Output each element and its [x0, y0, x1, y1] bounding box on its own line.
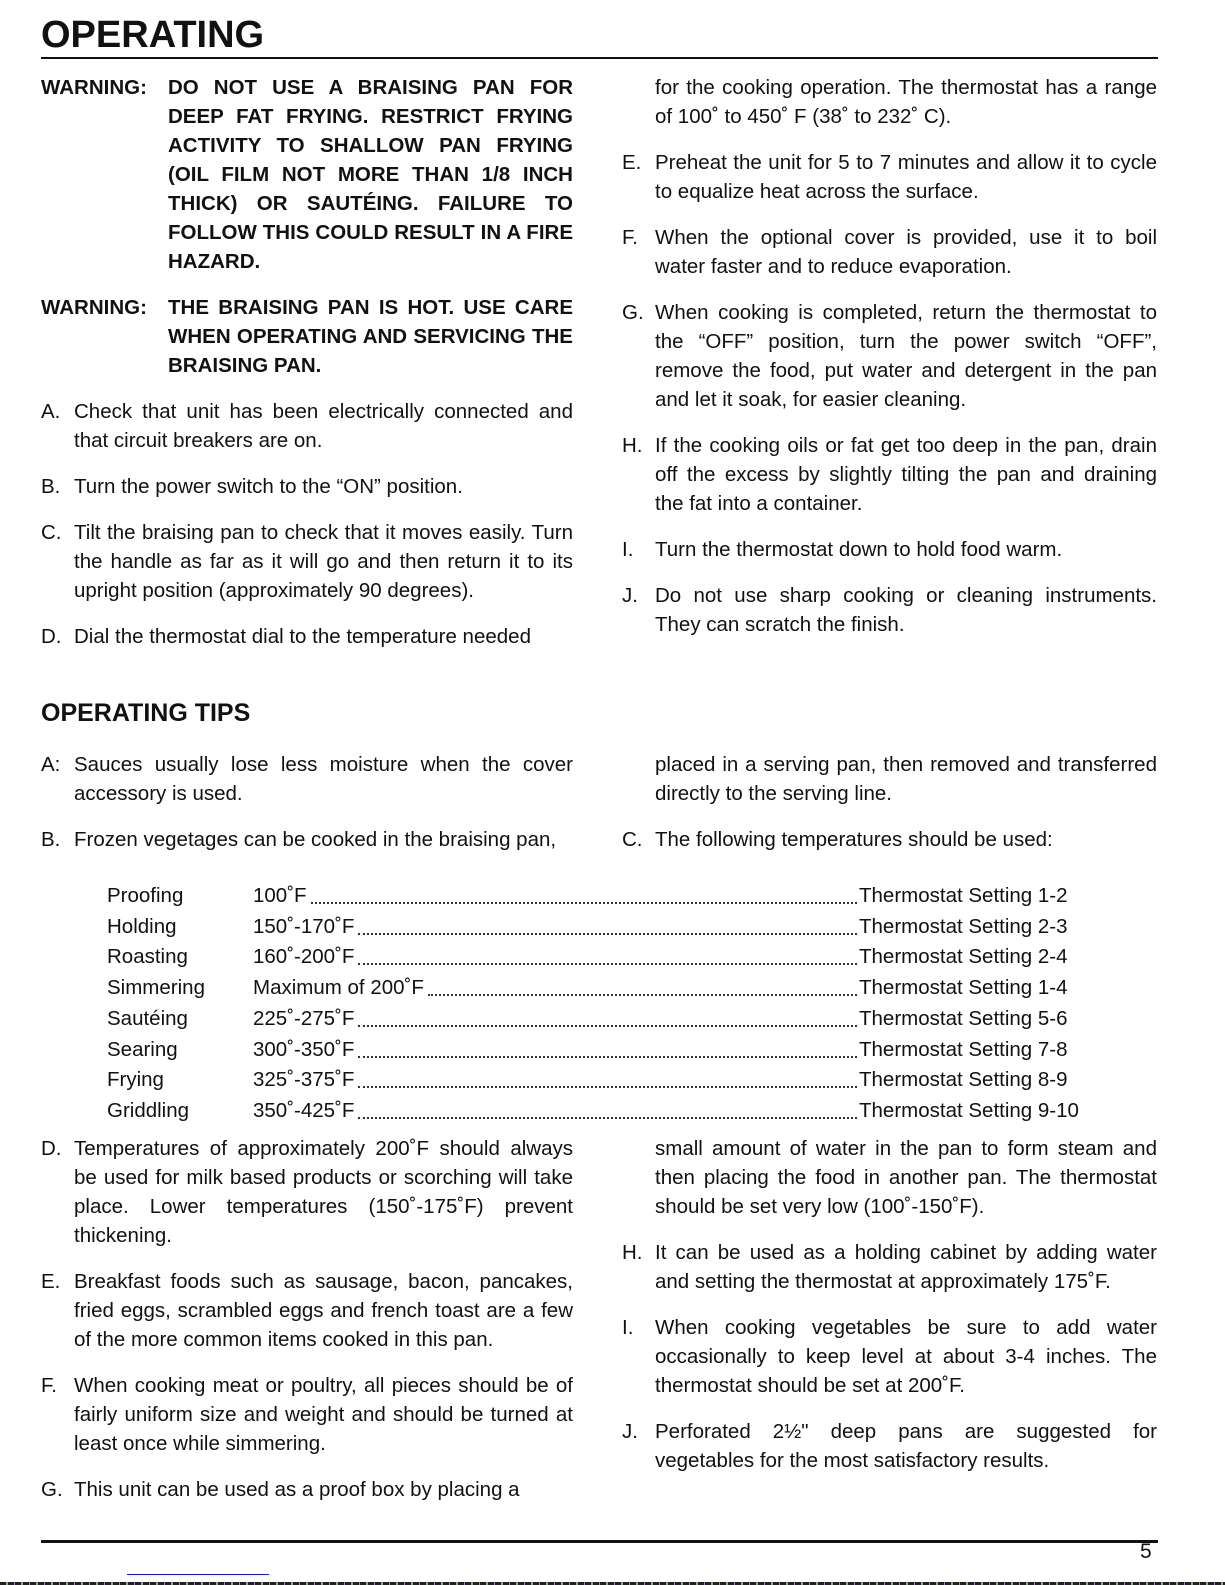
temperature-range: 225˚-275˚F	[253, 1006, 355, 1030]
thermostat-setting: Thermostat Setting 2-3	[859, 914, 1068, 938]
item-letter: F.	[41, 1374, 57, 1397]
table-row	[107, 1003, 1097, 1034]
link-underline[interactable]	[127, 1574, 269, 1575]
warning-text: THE BRAISING PAN IS HOT. USE CARE WHEN OPERATING AND SERVICING THE BRAISING PAN.	[168, 296, 573, 377]
item-letter: A:	[41, 753, 61, 776]
item-letter: G.	[622, 301, 644, 324]
item-letter: H.	[622, 434, 643, 457]
item-letter: E.	[622, 151, 642, 174]
cooking-method: Proofing	[107, 884, 184, 907]
item-text: for the cooking operation. The thermostat has a range of 100˚ to 450˚ F (38˚ to 232˚ C).	[655, 76, 1157, 128]
list-item-continuation	[622, 1134, 1157, 1221]
list-item	[622, 1238, 1157, 1296]
item-text: Turn the thermostat down to hold food warm.	[655, 538, 1063, 561]
tips-lower-left-column	[41, 1134, 573, 1521]
thermostat-setting: Thermostat Setting 9-10	[859, 1098, 1079, 1122]
warning-block	[41, 293, 573, 380]
item-letter: F.	[622, 226, 638, 249]
item-text: Breakfast foods such as sausage, bacon, pancakes, fried eggs, scrambled eggs and french toast are a few of the more common items cooked in this pan.	[74, 1270, 573, 1351]
item-text: Perforated 2½" deep pans are suggested for vegetables for the most satisfactory results.	[655, 1420, 1157, 1472]
thermostat-setting: Thermostat Setting 7-8	[859, 1037, 1068, 1061]
dot-leader	[358, 943, 857, 965]
dot-leader	[358, 1097, 857, 1119]
dot-leader	[358, 1066, 857, 1088]
temperature-range: Maximum of 200˚F	[253, 976, 424, 1000]
list-item	[622, 825, 1157, 854]
list-item	[41, 1267, 573, 1354]
page-title: OPERATING	[41, 14, 265, 56]
list-item	[622, 535, 1157, 564]
list-item-continuation	[622, 73, 1157, 131]
temperature-range: 350˚-425˚F	[253, 1098, 355, 1122]
cooking-method: Simmering	[107, 976, 205, 1000]
item-text: The following temperatures should be used:	[655, 828, 1053, 851]
table-row	[107, 972, 1097, 1003]
item-letter: G.	[41, 1478, 63, 1501]
list-item-continuation	[622, 750, 1157, 808]
table-row	[107, 1034, 1097, 1065]
warning-label: WARNING:	[41, 296, 147, 319]
dot-leader	[311, 882, 857, 904]
item-letter: J.	[622, 584, 638, 607]
thermostat-setting: Thermostat Setting 1-4	[859, 976, 1068, 1000]
thermostat-setting: Thermostat Setting 1-2	[859, 884, 1068, 907]
list-item	[622, 581, 1157, 639]
item-text: Frozen vegetages can be cooked in the braising pan,	[74, 828, 557, 851]
item-text: If the cooking oils or fat get too deep in the pan, drain off the excess by slightly tilting the pan and draining the fat into a container.	[655, 434, 1157, 515]
item-text: When the optional cover is provided, use it to boil water faster and to reduce evaporation.	[655, 226, 1157, 278]
dot-leader	[358, 1005, 857, 1027]
item-text: Check that unit has been electrically connected and that circuit breakers are on.	[74, 400, 573, 452]
item-letter: B.	[41, 475, 61, 498]
list-item	[622, 1313, 1157, 1400]
list-item	[622, 223, 1157, 281]
table-row	[107, 880, 1097, 911]
item-letter: H.	[622, 1241, 643, 1264]
page-number: 5	[1140, 1540, 1152, 1563]
list-item	[622, 1417, 1157, 1475]
item-text: Preheat the unit for 5 to 7 minutes and allow it to cycle to equalize heat across the surface.	[655, 151, 1157, 203]
list-item	[41, 518, 573, 605]
cooking-method: Frying	[107, 1068, 164, 1092]
table-row	[107, 941, 1097, 972]
list-item	[41, 750, 573, 808]
table-row	[107, 1064, 1097, 1095]
item-letter: E.	[41, 1270, 61, 1293]
temperature-range: 325˚-375˚F	[253, 1068, 355, 1092]
thermostat-setting: Thermostat Setting 8-9	[859, 1068, 1068, 1092]
item-letter: I.	[622, 1316, 634, 1339]
list-item	[41, 1134, 573, 1250]
temperature-range: 160˚-200˚F	[253, 945, 355, 969]
footer-rule	[41, 1540, 1158, 1543]
item-letter: C.	[622, 828, 643, 851]
cooking-method: Roasting	[107, 945, 188, 969]
item-letter: D.	[41, 625, 62, 648]
list-item	[622, 431, 1157, 518]
section-title-operating-tips: OPERATING TIPS	[41, 699, 251, 727]
cooking-method: Sautéing	[107, 1006, 188, 1030]
header-rule	[41, 57, 1158, 59]
item-text: Dial the thermostat dial to the temperature needed	[74, 625, 531, 648]
item-text: Temperatures of approximately 200˚F should always be used for milk based products or scorching will take place. Lower temperatures (150˚-175˚F) prevent thickening.	[74, 1137, 573, 1247]
cooking-method: Searing	[107, 1037, 178, 1061]
item-text: When cooking meat or poultry, all pieces should be of fairly uniform size and weight and should be turned at least once while simmering.	[74, 1374, 573, 1455]
item-text: Tilt the braising pan to check that it moves easily. Turn the handle as far as it will go and then return it to its upright position (approximately 90 degrees).	[74, 521, 573, 602]
item-text: Sauces usually lose less moisture when the cover accessory is used.	[74, 753, 573, 805]
table-row	[107, 911, 1097, 942]
thermostat-setting: Thermostat Setting 2-4	[859, 945, 1068, 969]
list-item	[41, 622, 573, 651]
thermostat-setting: Thermostat Setting 5-6	[859, 1006, 1068, 1030]
list-item	[41, 825, 573, 854]
dot-leader	[428, 974, 857, 996]
dot-leader	[358, 913, 857, 935]
table-row	[107, 1095, 1097, 1126]
item-letter: D.	[41, 1137, 62, 1160]
temperature-table	[107, 880, 1097, 1126]
list-item	[41, 1475, 573, 1504]
warning-block	[41, 73, 573, 276]
list-item	[41, 472, 573, 501]
list-item	[41, 397, 573, 455]
temperature-range: 100˚F	[253, 884, 307, 907]
operating-left-column	[41, 73, 573, 668]
list-item	[622, 148, 1157, 206]
warning-text: DO NOT USE A BRAISING PAN FOR DEEP FAT FRYING. RESTRICT FRYING ACTIVITY TO SHALLOW PAN FRYING (OIL FILM NOT MORE THAN 1/8 INCH THICK) OR SAUTÉING. FAILURE TO FOLLOW THIS COULD RESULT IN A FIRE HAZARD.	[168, 76, 573, 273]
warning-label: WARNING:	[41, 76, 147, 99]
item-letter: I.	[622, 538, 634, 561]
item-text: This unit can be used as a proof box by placing a	[74, 1478, 520, 1501]
item-text: placed in a serving pan, then removed and transferred directly to the serving line.	[655, 753, 1157, 805]
item-letter: C.	[41, 521, 62, 544]
list-item	[622, 298, 1157, 414]
item-text: It can be used as a holding cabinet by adding water and setting the thermostat at approximately 175˚F.	[655, 1241, 1157, 1293]
dot-leader	[358, 1036, 857, 1058]
temperature-range: 150˚-170˚F	[253, 914, 355, 938]
operating-right-column	[622, 73, 1157, 656]
item-letter: A.	[41, 400, 61, 423]
item-letter: J.	[622, 1420, 638, 1443]
cooking-method: Holding	[107, 914, 177, 938]
item-text: small amount of water in the pan to form steam and then placing the food in another pan. The thermostat should be set very low (100˚-150˚F).	[655, 1137, 1157, 1218]
item-text: Turn the power switch to the “ON” position.	[74, 475, 463, 498]
temperature-range: 300˚-350˚F	[253, 1037, 355, 1061]
tips-upper-left-column	[41, 750, 573, 871]
tips-upper-right-column	[622, 750, 1157, 871]
item-text: Do not use sharp cooking or cleaning instruments. They can scratch the finish.	[655, 584, 1157, 636]
item-text: When cooking is completed, return the thermostat to the “OFF” position, turn the power switch “OFF”, remove the food, put water and detergent in the pan and let it soak, for easier cleaning.	[655, 301, 1157, 411]
item-letter: B.	[41, 828, 61, 851]
list-item	[41, 1371, 573, 1458]
item-text: When cooking vegetables be sure to add water occasionally to keep level at about 3-4 inches. The thermostat should be set at 200˚F.	[655, 1316, 1157, 1397]
tips-lower-right-column	[622, 1134, 1157, 1492]
cooking-method: Griddling	[107, 1098, 190, 1122]
